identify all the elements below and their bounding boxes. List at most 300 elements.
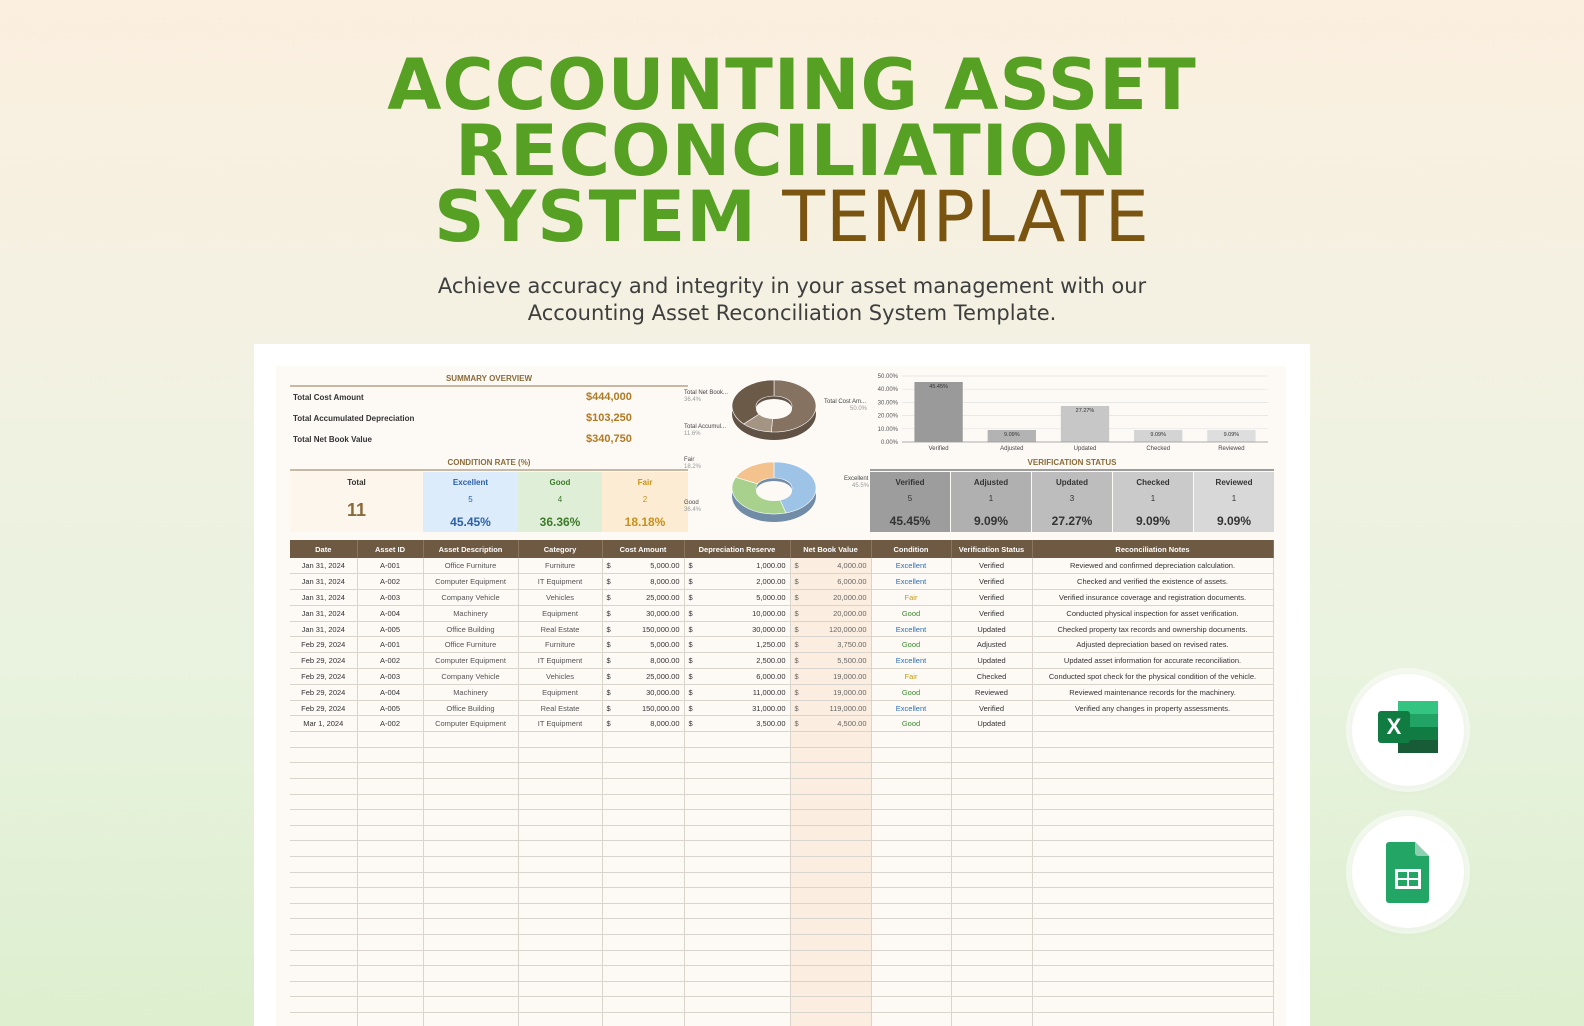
empty-cell[interactable]	[423, 872, 518, 888]
empty-cell[interactable]	[518, 794, 602, 810]
cell-category[interactable]: Real Estate	[518, 700, 602, 716]
empty-cell[interactable]	[1032, 810, 1273, 826]
cell-depreciation[interactable]: 31,000.00	[694, 700, 790, 716]
cell-currency[interactable]: $	[790, 669, 800, 685]
empty-cell[interactable]	[694, 1012, 790, 1026]
empty-cell[interactable]	[871, 763, 951, 779]
cell-depreciation[interactable]: 6,000.00	[694, 669, 790, 685]
empty-cell[interactable]	[871, 1012, 951, 1026]
cell-depreciation[interactable]: 10,000.00	[694, 605, 790, 621]
cell-currency[interactable]: $	[790, 684, 800, 700]
empty-cell[interactable]	[800, 732, 871, 748]
empty-cell[interactable]	[423, 950, 518, 966]
empty-cell[interactable]	[612, 903, 684, 919]
empty-cell[interactable]	[694, 794, 790, 810]
empty-cell[interactable]	[800, 919, 871, 935]
cell-depreciation[interactable]: 1,250.00	[694, 637, 790, 653]
empty-cell[interactable]	[290, 872, 357, 888]
cell-currency[interactable]: $	[790, 605, 800, 621]
empty-cell[interactable]	[357, 919, 423, 935]
cell-reconciliation-notes[interactable]: Reviewed and confirmed depreciation calculation.	[1032, 558, 1273, 574]
empty-cell[interactable]	[1032, 763, 1273, 779]
empty-cell[interactable]	[602, 903, 612, 919]
empty-cell[interactable]	[612, 919, 684, 935]
empty-cell[interactable]	[357, 825, 423, 841]
cell-net-book-value[interactable]: 5,500.00	[800, 653, 871, 669]
empty-cell[interactable]	[602, 779, 612, 795]
cell-reconciliation-notes[interactable]: Adjusted depreciation based on revised rates.	[1032, 637, 1273, 653]
empty-cell[interactable]	[951, 857, 1032, 873]
empty-cell[interactable]	[518, 872, 602, 888]
cell-condition[interactable]: Good	[871, 684, 951, 700]
empty-cell[interactable]	[694, 966, 790, 982]
cell-condition[interactable]: Excellent	[871, 700, 951, 716]
empty-cell[interactable]	[423, 732, 518, 748]
empty-cell[interactable]	[612, 810, 684, 826]
cell-asset-id[interactable]: A-002	[357, 574, 423, 590]
empty-cell[interactable]	[602, 732, 612, 748]
empty-cell[interactable]	[694, 779, 790, 795]
empty-cell[interactable]	[602, 934, 612, 950]
empty-cell[interactable]	[423, 763, 518, 779]
cell-currency[interactable]: $	[790, 653, 800, 669]
header-verification-status[interactable]: Verification Status	[951, 540, 1032, 558]
empty-cell[interactable]	[357, 794, 423, 810]
empty-cell[interactable]	[423, 919, 518, 935]
empty-cell[interactable]	[694, 934, 790, 950]
empty-cell[interactable]	[518, 779, 602, 795]
empty-cell[interactable]	[1032, 794, 1273, 810]
cell-asset-id[interactable]: A-002	[357, 716, 423, 732]
empty-cell[interactable]	[423, 841, 518, 857]
empty-cell[interactable]	[290, 966, 357, 982]
empty-cell[interactable]	[790, 872, 800, 888]
empty-cell[interactable]	[684, 950, 694, 966]
cell-currency[interactable]: $	[602, 558, 612, 574]
empty-cell[interactable]	[290, 747, 357, 763]
cell-asset-description[interactable]: Computer Equipment	[423, 716, 518, 732]
empty-cell[interactable]	[694, 872, 790, 888]
cell-asset-description[interactable]: Computer Equipment	[423, 574, 518, 590]
empty-cell[interactable]	[612, 888, 684, 904]
empty-cell[interactable]	[612, 794, 684, 810]
empty-cell[interactable]	[518, 810, 602, 826]
empty-cell[interactable]	[800, 950, 871, 966]
empty-cell[interactable]	[951, 934, 1032, 950]
empty-cell[interactable]	[951, 966, 1032, 982]
cell-cost-amount[interactable]: 30,000.00	[612, 605, 684, 621]
empty-cell[interactable]	[694, 950, 790, 966]
cell-condition[interactable]: Excellent	[871, 653, 951, 669]
empty-cell[interactable]	[951, 747, 1032, 763]
empty-cell[interactable]	[518, 1012, 602, 1026]
empty-cell[interactable]	[290, 794, 357, 810]
cell-cost-amount[interactable]: 5,000.00	[612, 637, 684, 653]
empty-cell[interactable]	[290, 950, 357, 966]
empty-cell[interactable]	[790, 888, 800, 904]
cell-verification-status[interactable]: Reviewed	[951, 684, 1032, 700]
cell-net-book-value[interactable]: 120,000.00	[800, 621, 871, 637]
cell-currency[interactable]: $	[684, 605, 694, 621]
cell-asset-description[interactable]: Company Vehicle	[423, 590, 518, 606]
cell-condition[interactable]: Fair	[871, 669, 951, 685]
cell-reconciliation-notes[interactable]: Verified insurance coverage and registration documents.	[1032, 590, 1273, 606]
empty-cell[interactable]	[800, 810, 871, 826]
cell-asset-description[interactable]: Office Building	[423, 700, 518, 716]
cell-asset-id[interactable]: A-004	[357, 684, 423, 700]
empty-cell[interactable]	[518, 857, 602, 873]
header-category[interactable]: Category	[518, 540, 602, 558]
empty-cell[interactable]	[951, 903, 1032, 919]
cell-currency[interactable]: $	[602, 716, 612, 732]
cell-asset-description[interactable]: Office Furniture	[423, 558, 518, 574]
cell-currency[interactable]: $	[684, 590, 694, 606]
cell-reconciliation-notes[interactable]	[1032, 716, 1273, 732]
empty-cell[interactable]	[684, 919, 694, 935]
empty-cell[interactable]	[800, 888, 871, 904]
empty-cell[interactable]	[684, 779, 694, 795]
cell-depreciation[interactable]: 2,500.00	[694, 653, 790, 669]
cell-asset-id[interactable]: A-001	[357, 637, 423, 653]
empty-cell[interactable]	[612, 841, 684, 857]
empty-cell[interactable]	[694, 997, 790, 1013]
cell-category[interactable]: IT Equipment	[518, 716, 602, 732]
cell-currency[interactable]: $	[684, 653, 694, 669]
cell-currency[interactable]: $	[684, 684, 694, 700]
empty-cell[interactable]	[684, 934, 694, 950]
empty-cell[interactable]	[357, 857, 423, 873]
empty-cell[interactable]	[790, 747, 800, 763]
cell-condition[interactable]: Good	[871, 716, 951, 732]
cell-asset-id[interactable]: A-003	[357, 590, 423, 606]
empty-cell[interactable]	[518, 841, 602, 857]
empty-cell[interactable]	[290, 934, 357, 950]
empty-cell[interactable]	[871, 997, 951, 1013]
empty-cell[interactable]	[612, 825, 684, 841]
empty-cell[interactable]	[951, 981, 1032, 997]
cell-condition[interactable]: Excellent	[871, 574, 951, 590]
cell-currency[interactable]: $	[790, 700, 800, 716]
empty-cell[interactable]	[357, 934, 423, 950]
empty-cell[interactable]	[790, 934, 800, 950]
empty-cell[interactable]	[423, 810, 518, 826]
cell-cost-amount[interactable]: 25,000.00	[612, 590, 684, 606]
cell-net-book-value[interactable]: 19,000.00	[800, 669, 871, 685]
empty-cell[interactable]	[800, 872, 871, 888]
cell-category[interactable]: Furniture	[518, 637, 602, 653]
empty-cell[interactable]	[612, 872, 684, 888]
empty-cell[interactable]	[518, 966, 602, 982]
cell-category[interactable]: Equipment	[518, 605, 602, 621]
cell-verification-status[interactable]: Verified	[951, 574, 1032, 590]
header-depreciation-reserve[interactable]: Depreciation Reserve	[684, 540, 790, 558]
empty-cell[interactable]	[1032, 888, 1273, 904]
empty-cell[interactable]	[1032, 732, 1273, 748]
empty-cell[interactable]	[951, 841, 1032, 857]
empty-cell[interactable]	[357, 841, 423, 857]
cell-net-book-value[interactable]: 19,000.00	[800, 684, 871, 700]
cell-date[interactable]: Jan 31, 2024	[290, 590, 357, 606]
empty-cell[interactable]	[684, 763, 694, 779]
empty-cell[interactable]	[1032, 919, 1273, 935]
empty-cell[interactable]	[871, 825, 951, 841]
empty-cell[interactable]	[684, 732, 694, 748]
empty-cell[interactable]	[800, 981, 871, 997]
header-cost-amount[interactable]: Cost Amount	[602, 540, 684, 558]
empty-cell[interactable]	[790, 997, 800, 1013]
empty-cell[interactable]	[871, 903, 951, 919]
empty-cell[interactable]	[602, 857, 612, 873]
empty-cell[interactable]	[518, 934, 602, 950]
empty-cell[interactable]	[800, 841, 871, 857]
empty-cell[interactable]	[790, 966, 800, 982]
cell-cost-amount[interactable]: 8,000.00	[612, 716, 684, 732]
empty-cell[interactable]	[951, 794, 1032, 810]
cell-verification-status[interactable]: Updated	[951, 621, 1032, 637]
cell-asset-description[interactable]: Machinery	[423, 605, 518, 621]
empty-cell[interactable]	[290, 810, 357, 826]
empty-cell[interactable]	[800, 1012, 871, 1026]
header-date[interactable]: Date	[290, 540, 357, 558]
cell-depreciation[interactable]: 30,000.00	[694, 621, 790, 637]
empty-cell[interactable]	[800, 747, 871, 763]
empty-cell[interactable]	[951, 997, 1032, 1013]
empty-cell[interactable]	[1032, 997, 1273, 1013]
cell-verification-status[interactable]: Updated	[951, 716, 1032, 732]
empty-cell[interactable]	[951, 950, 1032, 966]
empty-cell[interactable]	[800, 966, 871, 982]
empty-cell[interactable]	[684, 794, 694, 810]
empty-cell[interactable]	[684, 747, 694, 763]
cell-depreciation[interactable]: 5,000.00	[694, 590, 790, 606]
empty-cell[interactable]	[871, 966, 951, 982]
cell-category[interactable]: IT Equipment	[518, 574, 602, 590]
empty-cell[interactable]	[290, 841, 357, 857]
empty-cell[interactable]	[518, 903, 602, 919]
empty-cell[interactable]	[357, 981, 423, 997]
empty-cell[interactable]	[423, 1012, 518, 1026]
empty-cell[interactable]	[1032, 747, 1273, 763]
cell-depreciation[interactable]: 2,000.00	[694, 574, 790, 590]
cell-category[interactable]: IT Equipment	[518, 653, 602, 669]
cell-date[interactable]: Feb 29, 2024	[290, 700, 357, 716]
cell-currency[interactable]: $	[602, 621, 612, 637]
empty-cell[interactable]	[800, 779, 871, 795]
empty-cell[interactable]	[290, 997, 357, 1013]
cell-date[interactable]: Jan 31, 2024	[290, 621, 357, 637]
empty-cell[interactable]	[612, 981, 684, 997]
cell-asset-id[interactable]: A-002	[357, 653, 423, 669]
cell-currency[interactable]: $	[684, 621, 694, 637]
empty-cell[interactable]	[951, 825, 1032, 841]
empty-cell[interactable]	[357, 779, 423, 795]
cell-cost-amount[interactable]: 150,000.00	[612, 621, 684, 637]
empty-cell[interactable]	[290, 857, 357, 873]
empty-cell[interactable]	[951, 888, 1032, 904]
empty-cell[interactable]	[290, 825, 357, 841]
empty-cell[interactable]	[518, 888, 602, 904]
empty-cell[interactable]	[800, 825, 871, 841]
empty-cell[interactable]	[684, 903, 694, 919]
empty-cell[interactable]	[1032, 841, 1273, 857]
cell-category[interactable]: Furniture	[518, 558, 602, 574]
empty-cell[interactable]	[423, 981, 518, 997]
cell-net-book-value[interactable]: 4,500.00	[800, 716, 871, 732]
cell-depreciation[interactable]: 1,000.00	[694, 558, 790, 574]
cell-verification-status[interactable]: Adjusted	[951, 637, 1032, 653]
empty-cell[interactable]	[871, 841, 951, 857]
empty-cell[interactable]	[684, 997, 694, 1013]
cell-verification-status[interactable]: Updated	[951, 653, 1032, 669]
empty-cell[interactable]	[357, 872, 423, 888]
empty-cell[interactable]	[423, 779, 518, 795]
empty-cell[interactable]	[951, 763, 1032, 779]
empty-cell[interactable]	[290, 779, 357, 795]
empty-cell[interactable]	[602, 950, 612, 966]
cell-net-book-value[interactable]: 20,000.00	[800, 605, 871, 621]
cell-condition[interactable]: Fair	[871, 590, 951, 606]
empty-cell[interactable]	[602, 841, 612, 857]
cell-net-book-value[interactable]: 4,000.00	[800, 558, 871, 574]
empty-cell[interactable]	[800, 934, 871, 950]
empty-cell[interactable]	[612, 950, 684, 966]
empty-cell[interactable]	[423, 825, 518, 841]
cell-reconciliation-notes[interactable]: Verified any changes in property assessments.	[1032, 700, 1273, 716]
empty-cell[interactable]	[357, 997, 423, 1013]
header-asset-description[interactable]: Asset Description	[423, 540, 518, 558]
cell-currency[interactable]: $	[602, 574, 612, 590]
empty-cell[interactable]	[602, 763, 612, 779]
empty-cell[interactable]	[694, 981, 790, 997]
empty-cell[interactable]	[357, 888, 423, 904]
empty-cell[interactable]	[602, 997, 612, 1013]
empty-cell[interactable]	[518, 950, 602, 966]
cell-cost-amount[interactable]: 30,000.00	[612, 684, 684, 700]
empty-cell[interactable]	[871, 872, 951, 888]
cell-depreciation[interactable]: 3,500.00	[694, 716, 790, 732]
empty-cell[interactable]	[790, 950, 800, 966]
empty-cell[interactable]	[602, 919, 612, 935]
empty-cell[interactable]	[1032, 872, 1273, 888]
empty-cell[interactable]	[423, 857, 518, 873]
cell-reconciliation-notes[interactable]: Checked and verified the existence of assets.	[1032, 574, 1273, 590]
cell-date[interactable]: Feb 29, 2024	[290, 669, 357, 685]
cell-asset-id[interactable]: A-005	[357, 700, 423, 716]
empty-cell[interactable]	[800, 763, 871, 779]
empty-cell[interactable]	[951, 872, 1032, 888]
empty-cell[interactable]	[951, 810, 1032, 826]
empty-cell[interactable]	[871, 919, 951, 935]
empty-cell[interactable]	[871, 810, 951, 826]
empty-cell[interactable]	[790, 732, 800, 748]
empty-cell[interactable]	[612, 1012, 684, 1026]
cell-asset-id[interactable]: A-004	[357, 605, 423, 621]
empty-cell[interactable]	[790, 841, 800, 857]
empty-cell[interactable]	[602, 888, 612, 904]
empty-cell[interactable]	[612, 747, 684, 763]
empty-cell[interactable]	[1032, 1012, 1273, 1026]
empty-cell[interactable]	[871, 950, 951, 966]
empty-cell[interactable]	[290, 732, 357, 748]
cell-reconciliation-notes[interactable]: Updated asset information for accurate reconciliation.	[1032, 653, 1273, 669]
empty-cell[interactable]	[694, 763, 790, 779]
cell-verification-status[interactable]: Verified	[951, 605, 1032, 621]
cell-currency[interactable]: $	[684, 669, 694, 685]
empty-cell[interactable]	[694, 903, 790, 919]
empty-cell[interactable]	[357, 763, 423, 779]
empty-cell[interactable]	[694, 747, 790, 763]
cell-verification-status[interactable]: Checked	[951, 669, 1032, 685]
empty-cell[interactable]	[612, 763, 684, 779]
cell-verification-status[interactable]: Verified	[951, 590, 1032, 606]
empty-cell[interactable]	[800, 794, 871, 810]
cell-asset-description[interactable]: Company Vehicle	[423, 669, 518, 685]
empty-cell[interactable]	[518, 981, 602, 997]
excel-badge[interactable]	[1352, 674, 1464, 786]
empty-cell[interactable]	[790, 1012, 800, 1026]
cell-date[interactable]: Feb 29, 2024	[290, 653, 357, 669]
empty-cell[interactable]	[871, 981, 951, 997]
empty-cell[interactable]	[1032, 857, 1273, 873]
empty-cell[interactable]	[612, 934, 684, 950]
cell-date[interactable]: Jan 31, 2024	[290, 574, 357, 590]
empty-cell[interactable]	[423, 934, 518, 950]
empty-cell[interactable]	[951, 1012, 1032, 1026]
cell-currency[interactable]: $	[790, 637, 800, 653]
cell-net-book-value[interactable]: 119,000.00	[800, 700, 871, 716]
cell-condition[interactable]: Good	[871, 605, 951, 621]
google-sheets-badge[interactable]	[1352, 816, 1464, 928]
cell-cost-amount[interactable]: 150,000.00	[612, 700, 684, 716]
cell-asset-description[interactable]: Office Building	[423, 621, 518, 637]
empty-cell[interactable]	[357, 1012, 423, 1026]
empty-cell[interactable]	[602, 747, 612, 763]
empty-cell[interactable]	[684, 810, 694, 826]
empty-cell[interactable]	[694, 857, 790, 873]
empty-cell[interactable]	[800, 997, 871, 1013]
empty-cell[interactable]	[423, 888, 518, 904]
empty-cell[interactable]	[951, 919, 1032, 935]
empty-cell[interactable]	[684, 981, 694, 997]
cell-currency[interactable]: $	[602, 653, 612, 669]
empty-cell[interactable]	[357, 903, 423, 919]
empty-cell[interactable]	[290, 888, 357, 904]
cell-asset-description[interactable]: Computer Equipment	[423, 653, 518, 669]
empty-cell[interactable]	[602, 810, 612, 826]
cell-reconciliation-notes[interactable]: Conducted physical inspection for asset verification.	[1032, 605, 1273, 621]
cell-currency[interactable]: $	[790, 590, 800, 606]
header-asset-id[interactable]: Asset ID	[357, 540, 423, 558]
empty-cell[interactable]	[1032, 825, 1273, 841]
empty-cell[interactable]	[684, 1012, 694, 1026]
cell-cost-amount[interactable]: 8,000.00	[612, 653, 684, 669]
cell-date[interactable]: Jan 31, 2024	[290, 605, 357, 621]
empty-cell[interactable]	[602, 872, 612, 888]
empty-cell[interactable]	[694, 825, 790, 841]
cell-cost-amount[interactable]: 8,000.00	[612, 574, 684, 590]
cell-net-book-value[interactable]: 6,000.00	[800, 574, 871, 590]
empty-cell[interactable]	[871, 747, 951, 763]
empty-cell[interactable]	[612, 857, 684, 873]
empty-cell[interactable]	[290, 1012, 357, 1026]
cell-reconciliation-notes[interactable]: Conducted spot check for the physical condition of the vehicle.	[1032, 669, 1273, 685]
cell-currency[interactable]: $	[684, 574, 694, 590]
empty-cell[interactable]	[684, 966, 694, 982]
empty-cell[interactable]	[871, 934, 951, 950]
empty-cell[interactable]	[790, 763, 800, 779]
empty-cell[interactable]	[290, 919, 357, 935]
empty-cell[interactable]	[1032, 950, 1273, 966]
